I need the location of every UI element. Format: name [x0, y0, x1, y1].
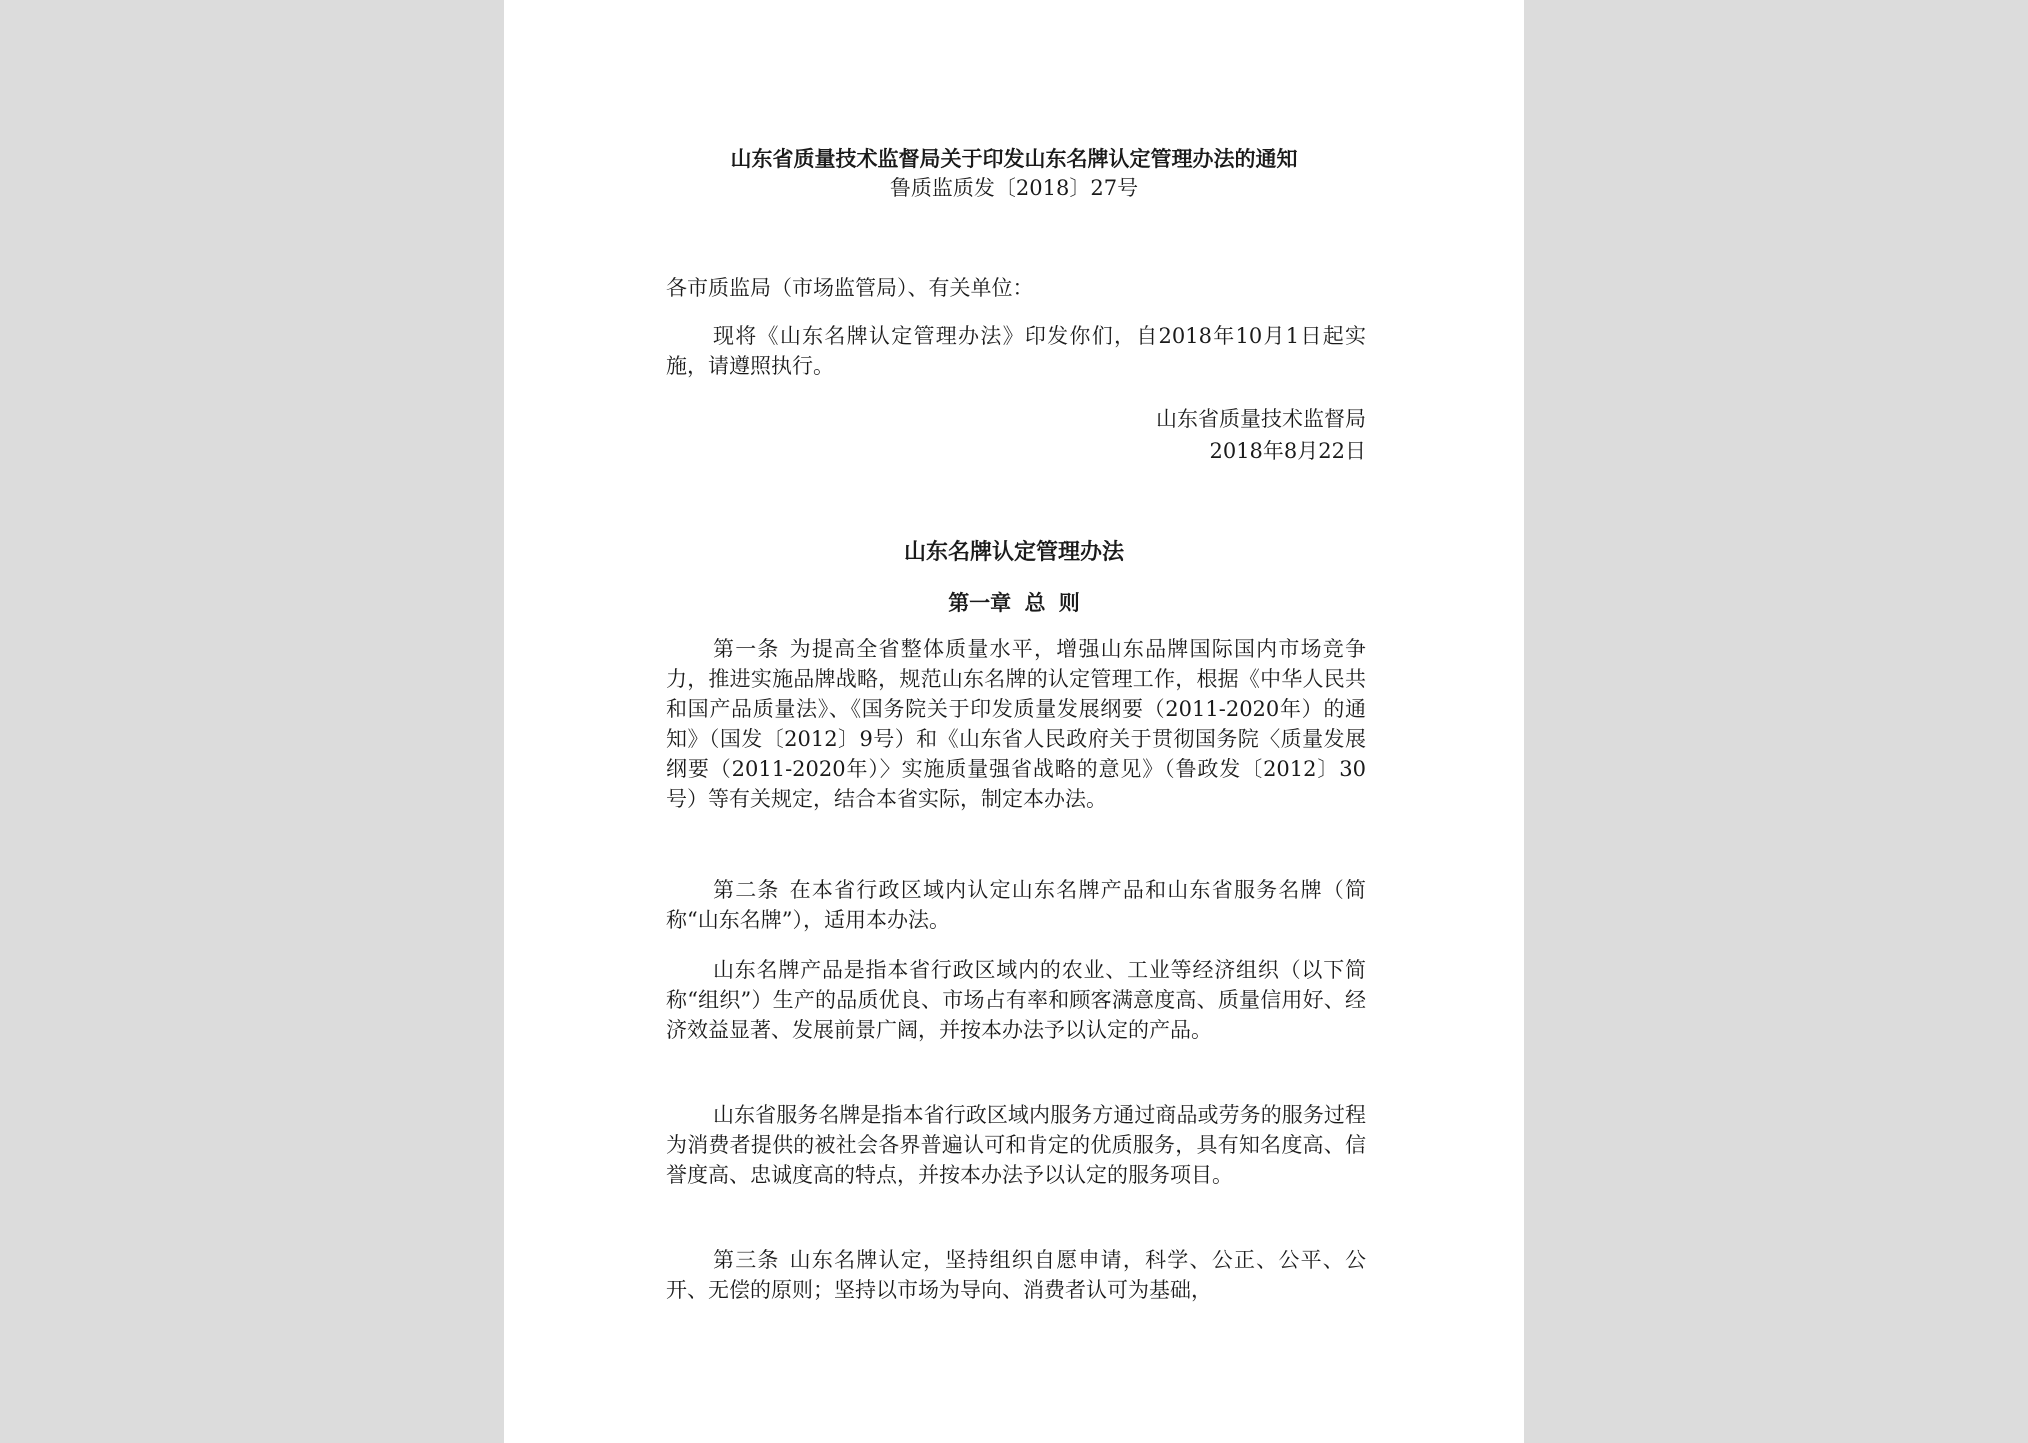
document-page	[504, 0, 1524, 1443]
notice-title: 山东省质量技术监督局关于印发山东名牌认定管理办法的通知	[730, 146, 1298, 171]
signature-org: 山东省质量技术监督局	[1156, 407, 1366, 431]
article-2	[666, 875, 1366, 935]
article-1-head: 第一条	[713, 637, 780, 661]
paragraph-service-brand-text: 山东省服务名牌是指本省行政区域内服务方通过商品或劳务的服务过程为消费者提供的被社会各界普遍认可和肯定的优质服务，具有知名度高、信誉度高、忠诚度高的特点，并按本办法予以认定的服务项目。	[666, 1103, 1366, 1187]
signature-date: 2018年8月22日	[1209, 439, 1366, 463]
article-2-text: 在本省行政区域内认定山东名牌产品和山东省服务名牌（简称“山东名牌”），适用本办法。	[666, 878, 1367, 932]
article-3-head: 第三条	[713, 1248, 780, 1272]
article-2-head: 第二条	[713, 878, 780, 902]
article-1	[666, 634, 1366, 814]
paragraph-brand-product-text: 山东名牌产品是指本省行政区域内的农业、工业等经济组织（以下简称“组织”）生产的品质优良、市场占有率和顾客满意度高、质量信用好、经济效益显著、发展前景广阔，并按本办法予以认定的产品。	[666, 958, 1366, 1042]
addressee: 各市质监局（市场监管局）、有关单位：	[666, 276, 1034, 300]
article-3	[666, 1245, 1366, 1305]
notice-doc-number: 鲁质监质发〔2018〕27号	[889, 176, 1139, 200]
article-3-text: 山东名牌认定，坚持组织自愿申请，科学、公正、公平、公开、无偿的原则；坚持以市场为导向、消费者认可为基础，	[666, 1248, 1367, 1302]
chapter-heading: 第一章 总 则	[948, 590, 1080, 615]
notice-body-paragraph: 现将《山东名牌认定管理办法》印发你们，自2018年10月1日起实施，请遵照执行。	[666, 324, 1366, 378]
rules-title: 山东名牌认定管理办法	[903, 539, 1124, 565]
paragraph-service-brand	[666, 1100, 1366, 1190]
article-1-text: 为提高全省整体质量水平，增强山东品牌国际国内市场竞争力，推进实施品牌战略，规范山东名牌的认定管理工作，根据《中华人民共和国产品质量法》、《国务院关于印发质量发展纲要（2011-2020年）的通知》（国发〔2012〕9号）和《山东省人民政府关于贯彻国务院〈质量发展纲要（2011-2020年）〉实施质量强省战略的意见》（鲁政发〔2012〕30号）等有关规定，结合本省实际，制定本办法。	[666, 637, 1367, 811]
paragraph-brand-product	[666, 955, 1366, 1045]
